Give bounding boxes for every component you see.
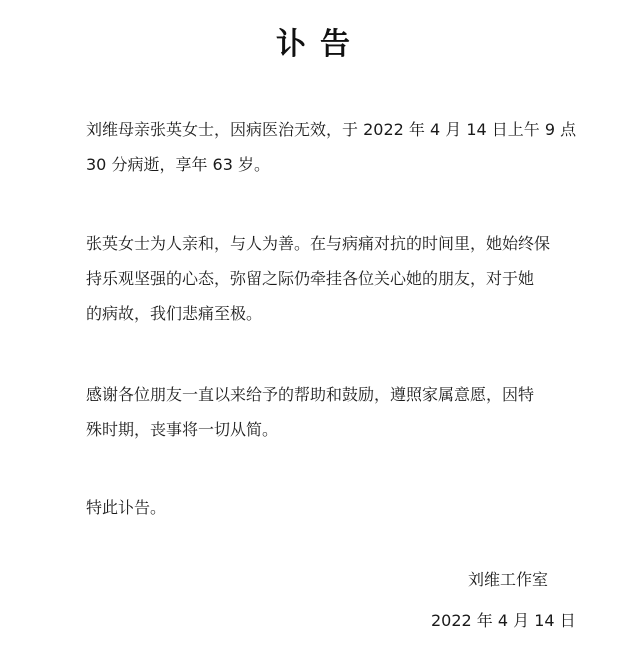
text-line: 的病故，我们悲痛至极。 xyxy=(86,304,263,323)
text-line: 张英女士为人亲和，与人为善。在与病痛对抗的时间里，她始终保 xyxy=(86,234,551,253)
death-announcement-paragraph xyxy=(86,112,577,182)
text-line: 30 分病逝，享年 63 岁。 xyxy=(86,155,270,174)
signature: 刘维工作室 xyxy=(468,570,549,589)
closing-paragraph xyxy=(86,490,564,525)
text-line: 感谢各位朋友一直以来给予的帮助和鼓励，遵照家属意愿，因特 xyxy=(86,385,535,404)
text-line: 特此讣告。 xyxy=(86,498,167,517)
notice-title: 讣告 xyxy=(276,27,364,62)
notice-date: 2022 年 4 月 14 日 xyxy=(431,611,576,630)
text-line: 刘维母亲张英女士，因病医治无效，于 2022 年 4 月 14 日上午 9 点 xyxy=(86,120,577,139)
thanks-paragraph xyxy=(86,377,564,447)
text-line: 殊时期，丧事将一切从简。 xyxy=(86,420,279,439)
tribute-paragraph xyxy=(86,226,564,331)
text-line: 持乐观坚强的心态，弥留之际仍牵挂各位关心她的朋友，对于她 xyxy=(86,269,535,288)
